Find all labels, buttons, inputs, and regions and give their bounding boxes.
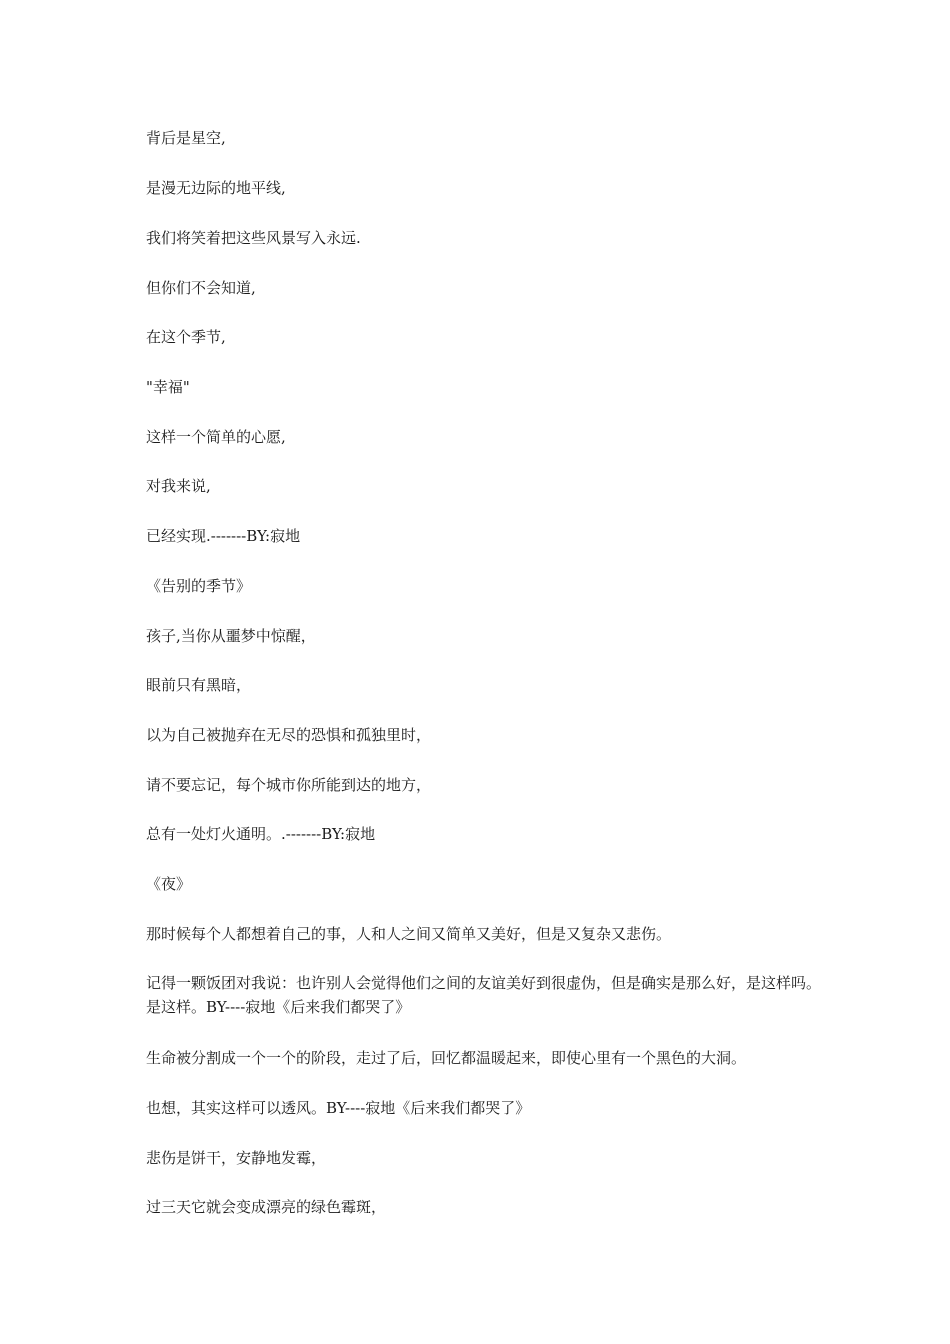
text-line: 我们将笑着把这些风景写入永远.: [146, 229, 361, 247]
text-line: "幸福": [146, 378, 190, 396]
text-line: 总有一处灯火通明。.-------BY:寂地: [146, 825, 376, 843]
text-line: 已经实现.-------BY:寂地: [146, 527, 301, 545]
text-line: 这样一个简单的心愿,: [146, 428, 286, 446]
text-line: 那时候每个人都想着自己的事，人和人之间又简单又美好，但是又复杂又悲伤。: [146, 925, 672, 943]
text-line: 对我来说,: [146, 477, 211, 495]
text-line: 悲伤是饼干，安静地发霉，: [146, 1149, 327, 1167]
text-line: 也想，其实这样可以透风。BY----寂地《后来我们都哭了》: [146, 1099, 531, 1117]
text-line: 过三天它就会变成漂亮的绿色霉斑，: [146, 1198, 387, 1216]
text-line: 但你们不会知道,: [146, 279, 256, 297]
text-line: 孩子,当你从噩梦中惊醒，: [146, 627, 316, 645]
text-line: 眼前只有黑暗，: [146, 676, 252, 694]
book-title: 《夜》: [146, 875, 192, 893]
text-line: 是漫无边际的地平线,: [146, 179, 286, 197]
text-line: 以为自己被抛弃在无尽的恐惧和孤独里时，: [146, 726, 432, 744]
text-line: 生命被分割成一个一个的阶段，走过了后，回忆都温暖起来，即使心里有一个黑色的大洞。: [146, 1049, 747, 1067]
text-paragraph: 记得一颗饭团对我说：也许别人会觉得他们之间的友谊美好到很虚伪，但是确实是那么好，是这样吗。是这样。BY----寂地《后来我们都哭了》: [146, 974, 822, 1016]
text-line: 请不要忘记，每个城市你所能到达的地方，: [146, 776, 432, 794]
text-line: 在这个季节,: [146, 328, 226, 346]
text-line: 背后是星空,: [146, 129, 226, 147]
book-title: 《告别的季节》: [146, 577, 252, 595]
